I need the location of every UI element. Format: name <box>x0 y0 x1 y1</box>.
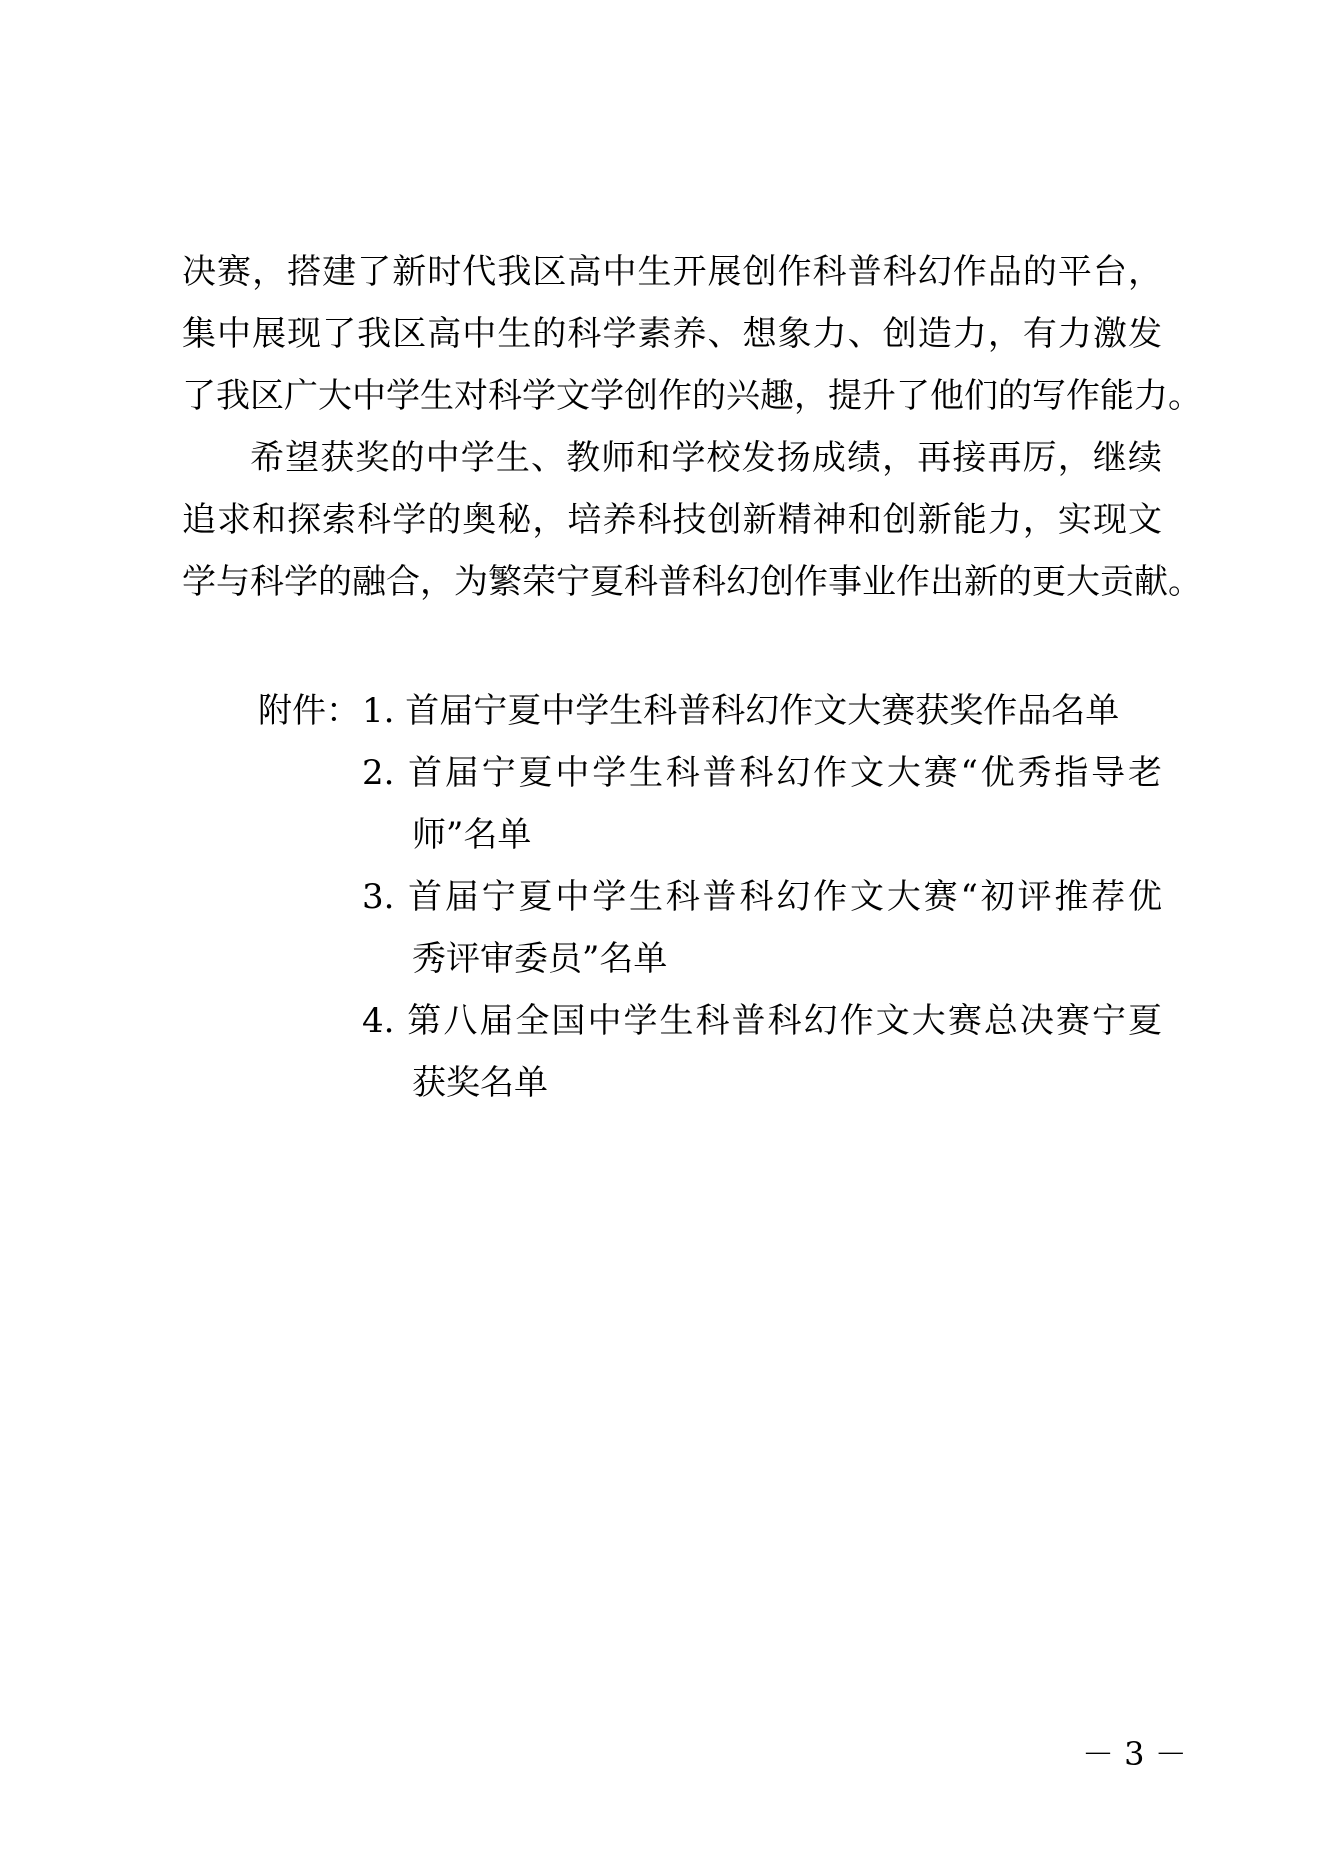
attachment-item-3-continuation: 秀评审委员”名单 <box>412 939 668 979</box>
attachment-item-3: 3. 首届宁夏中学生科普科幻作文大赛“初评推荐优 <box>362 877 1162 917</box>
paragraph-1-line-1: 决赛，搭建了新时代我区高中生开展创作科普科幻作品的平台， <box>182 252 1162 292</box>
attachment-item-1: 1. 首届宁夏中学生科普科幻作文大赛获奖作品名单 <box>362 691 1120 731</box>
attachments-label: 附件： <box>258 691 360 731</box>
page-number: － 3 － <box>1082 1735 1187 1773</box>
attachment-item-4-continuation: 获奖名单 <box>412 1063 548 1103</box>
paragraph-2-line-2: 追求和探索科学的奥秘，培养科技创新精神和创新能力，实现文 <box>182 500 1162 540</box>
paragraph-2-line-3: 学与科学的融合，为繁荣宁夏科普科幻创作事业作出新的更大贡献。 <box>182 562 1202 602</box>
attachment-item-2: 2. 首届宁夏中学生科普科幻作文大赛“优秀指导老 <box>362 753 1162 793</box>
paragraph-1-line-2: 集中展现了我区高中生的科学素养、想象力、创造力，有力激发 <box>182 314 1162 354</box>
attachment-item-2-continuation: 师”名单 <box>412 815 532 855</box>
attachment-item-4: 4. 第八届全国中学生科普科幻作文大赛总决赛宁夏 <box>362 1001 1162 1041</box>
paragraph-1-line-3: 了我区广大中学生对科学文学创作的兴趣，提升了他们的写作能力。 <box>182 376 1202 416</box>
paragraph-2-line-1: 希望获奖的中学生、教师和学校发扬成绩，再接再厉，继续 <box>250 438 1162 478</box>
